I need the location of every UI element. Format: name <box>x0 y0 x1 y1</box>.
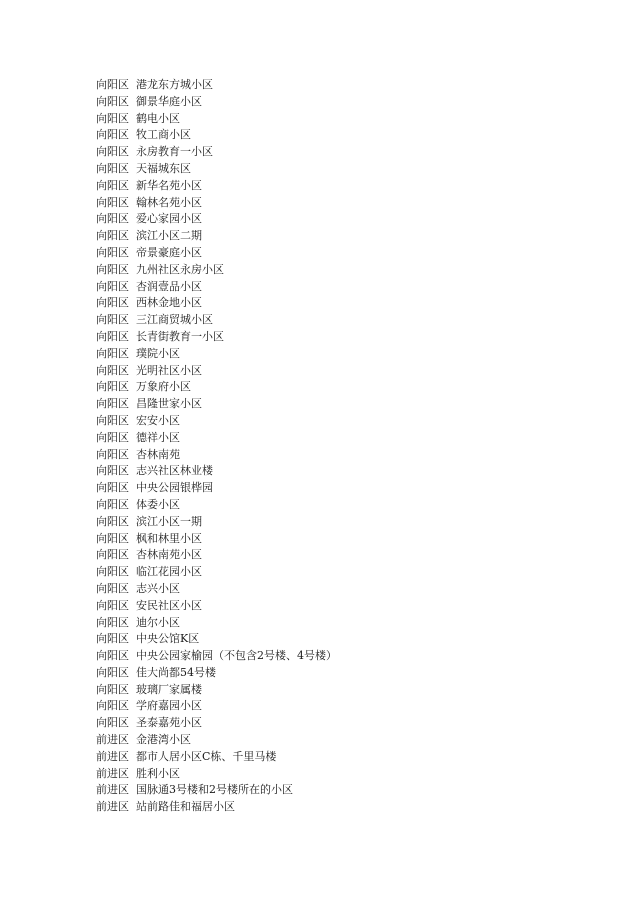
list-item <box>96 715 337 732</box>
list-item <box>96 329 337 346</box>
list-item <box>96 396 337 413</box>
list-item <box>96 111 337 128</box>
community-name: 永房教育一小区 <box>136 145 213 159</box>
list-item <box>96 295 337 312</box>
list-item <box>96 161 337 178</box>
list-item <box>96 782 337 799</box>
community-name: 安民社区小区 <box>136 598 202 612</box>
community-name: 宏安小区 <box>136 413 180 427</box>
district-label: 向阳区 <box>96 615 129 629</box>
list-item <box>96 144 337 161</box>
community-name: 万象府小区 <box>136 380 191 394</box>
list-item <box>96 379 337 396</box>
community-name: 杏润壹品小区 <box>136 279 202 293</box>
list-item <box>96 363 337 380</box>
list-item <box>96 127 337 144</box>
list-item <box>96 564 337 581</box>
list-item <box>96 279 337 296</box>
community-name: 御景华庭小区 <box>136 94 202 108</box>
district-label: 向阳区 <box>96 245 129 259</box>
list-item <box>96 346 337 363</box>
community-name: 临江花园小区 <box>136 565 202 579</box>
list-item <box>96 631 337 648</box>
list-item <box>96 463 337 480</box>
district-label: 向阳区 <box>96 229 129 243</box>
community-name: 九州社区永房小区 <box>136 262 224 276</box>
community-name: 新华名苑小区 <box>136 178 202 192</box>
district-label: 向阳区 <box>96 397 129 411</box>
community-name: 中央公园银桦园 <box>136 481 213 495</box>
community-name: 胜利小区 <box>136 766 180 780</box>
district-label: 向阳区 <box>96 430 129 444</box>
district-label: 前进区 <box>96 800 129 814</box>
district-label: 向阳区 <box>96 481 129 495</box>
community-name: 中央公馆K区 <box>136 632 200 646</box>
community-name: 德祥小区 <box>136 430 180 444</box>
community-name: 天福城东区 <box>136 161 191 175</box>
list-item <box>96 799 337 816</box>
list-item <box>96 228 337 245</box>
district-label: 向阳区 <box>96 413 129 427</box>
district-label: 向阳区 <box>96 161 129 175</box>
district-label: 向阳区 <box>96 363 129 377</box>
district-label: 向阳区 <box>96 531 129 545</box>
community-name: 中央公园家榆园（不包含2号楼、4号楼） <box>136 649 337 663</box>
list-item <box>96 615 337 632</box>
list-item <box>96 531 337 548</box>
district-label: 向阳区 <box>96 565 129 579</box>
district-label: 向阳区 <box>96 447 129 461</box>
district-label: 向阳区 <box>96 94 129 108</box>
district-label: 向阳区 <box>96 649 129 663</box>
list-item <box>96 480 337 497</box>
community-name: 国脉通3号楼和2号楼所在的小区 <box>136 783 293 797</box>
district-label: 向阳区 <box>96 313 129 327</box>
community-name: 三江商贸城小区 <box>136 313 213 327</box>
list-item <box>96 94 337 111</box>
list-item <box>96 312 337 329</box>
district-label: 向阳区 <box>96 111 129 125</box>
list-item <box>96 682 337 699</box>
list-item <box>96 749 337 766</box>
community-name: 港龙东方城小区 <box>136 78 213 91</box>
district-label: 向阳区 <box>96 581 129 595</box>
district-label: 向阳区 <box>96 145 129 159</box>
community-name: 光明社区小区 <box>136 363 202 377</box>
list-item <box>96 178 337 195</box>
district-label: 向阳区 <box>96 178 129 192</box>
list-item <box>96 514 337 531</box>
list-item <box>96 195 337 212</box>
district-label: 向阳区 <box>96 716 129 730</box>
list-item <box>96 698 337 715</box>
list-item <box>96 211 337 228</box>
community-name: 帝景豪庭小区 <box>136 245 202 259</box>
community-name: 杏林南苑 <box>136 447 180 461</box>
community-name: 志兴小区 <box>136 581 180 595</box>
list-item <box>96 648 337 665</box>
community-name: 都市人居小区C栋、千里马楼 <box>136 749 277 763</box>
list-item <box>96 598 337 615</box>
community-name: 枫和林里小区 <box>136 531 202 545</box>
district-label: 向阳区 <box>96 212 129 226</box>
district-label: 向阳区 <box>96 262 129 276</box>
community-name: 圣泰嘉苑小区 <box>136 716 202 730</box>
list-item <box>96 430 337 447</box>
district-label: 向阳区 <box>96 380 129 394</box>
list-item <box>96 447 337 464</box>
list-item <box>96 497 337 514</box>
community-name: 璞院小区 <box>136 346 180 360</box>
district-label: 向阳区 <box>96 279 129 293</box>
district-label: 向阳区 <box>96 632 129 646</box>
community-name: 玻璃厂家属楼 <box>136 682 202 696</box>
list-item <box>96 732 337 749</box>
community-name: 昌隆世家小区 <box>136 397 202 411</box>
district-label: 前进区 <box>96 783 129 797</box>
district-label: 前进区 <box>96 766 129 780</box>
district-label: 向阳区 <box>96 464 129 478</box>
district-label: 前进区 <box>96 749 129 763</box>
community-list <box>96 77 337 816</box>
community-name: 牧工商小区 <box>136 128 191 142</box>
district-label: 向阳区 <box>96 514 129 528</box>
community-name: 滨江小区二期 <box>136 229 202 243</box>
district-label: 向阳区 <box>96 346 129 360</box>
list-item <box>96 581 337 598</box>
community-name: 学府嘉园小区 <box>136 699 202 713</box>
list-item <box>96 245 337 262</box>
community-name: 鹤电小区 <box>136 111 180 125</box>
community-name: 长青街教育一小区 <box>136 329 224 343</box>
district-label: 向阳区 <box>96 682 129 696</box>
community-name: 站前路佳和福居小区 <box>136 800 235 814</box>
community-name: 佳大尚都54号楼 <box>136 665 216 679</box>
district-label: 向阳区 <box>96 329 129 343</box>
district-label: 向阳区 <box>96 78 129 91</box>
list-item <box>96 413 337 430</box>
district-label: 向阳区 <box>96 598 129 612</box>
community-name: 杏林南苑小区 <box>136 548 202 562</box>
district-label: 向阳区 <box>96 548 129 562</box>
community-name: 金港湾小区 <box>136 733 191 747</box>
community-name: 翰林名苑小区 <box>136 195 202 209</box>
list-item <box>96 77 337 94</box>
district-label: 向阳区 <box>96 296 129 310</box>
community-name: 爱心家园小区 <box>136 212 202 226</box>
district-label: 向阳区 <box>96 497 129 511</box>
community-name: 迪尔小区 <box>136 615 180 629</box>
district-label: 向阳区 <box>96 128 129 142</box>
list-item <box>96 665 337 682</box>
community-name: 体委小区 <box>136 497 180 511</box>
district-label: 向阳区 <box>96 665 129 679</box>
district-label: 向阳区 <box>96 699 129 713</box>
list-item <box>96 547 337 564</box>
list-item <box>96 766 337 783</box>
community-name: 西林金地小区 <box>136 296 202 310</box>
district-label: 前进区 <box>96 733 129 747</box>
community-name: 志兴社区林业楼 <box>136 464 213 478</box>
community-name: 滨江小区一期 <box>136 514 202 528</box>
district-label: 向阳区 <box>96 195 129 209</box>
list-item <box>96 262 337 279</box>
